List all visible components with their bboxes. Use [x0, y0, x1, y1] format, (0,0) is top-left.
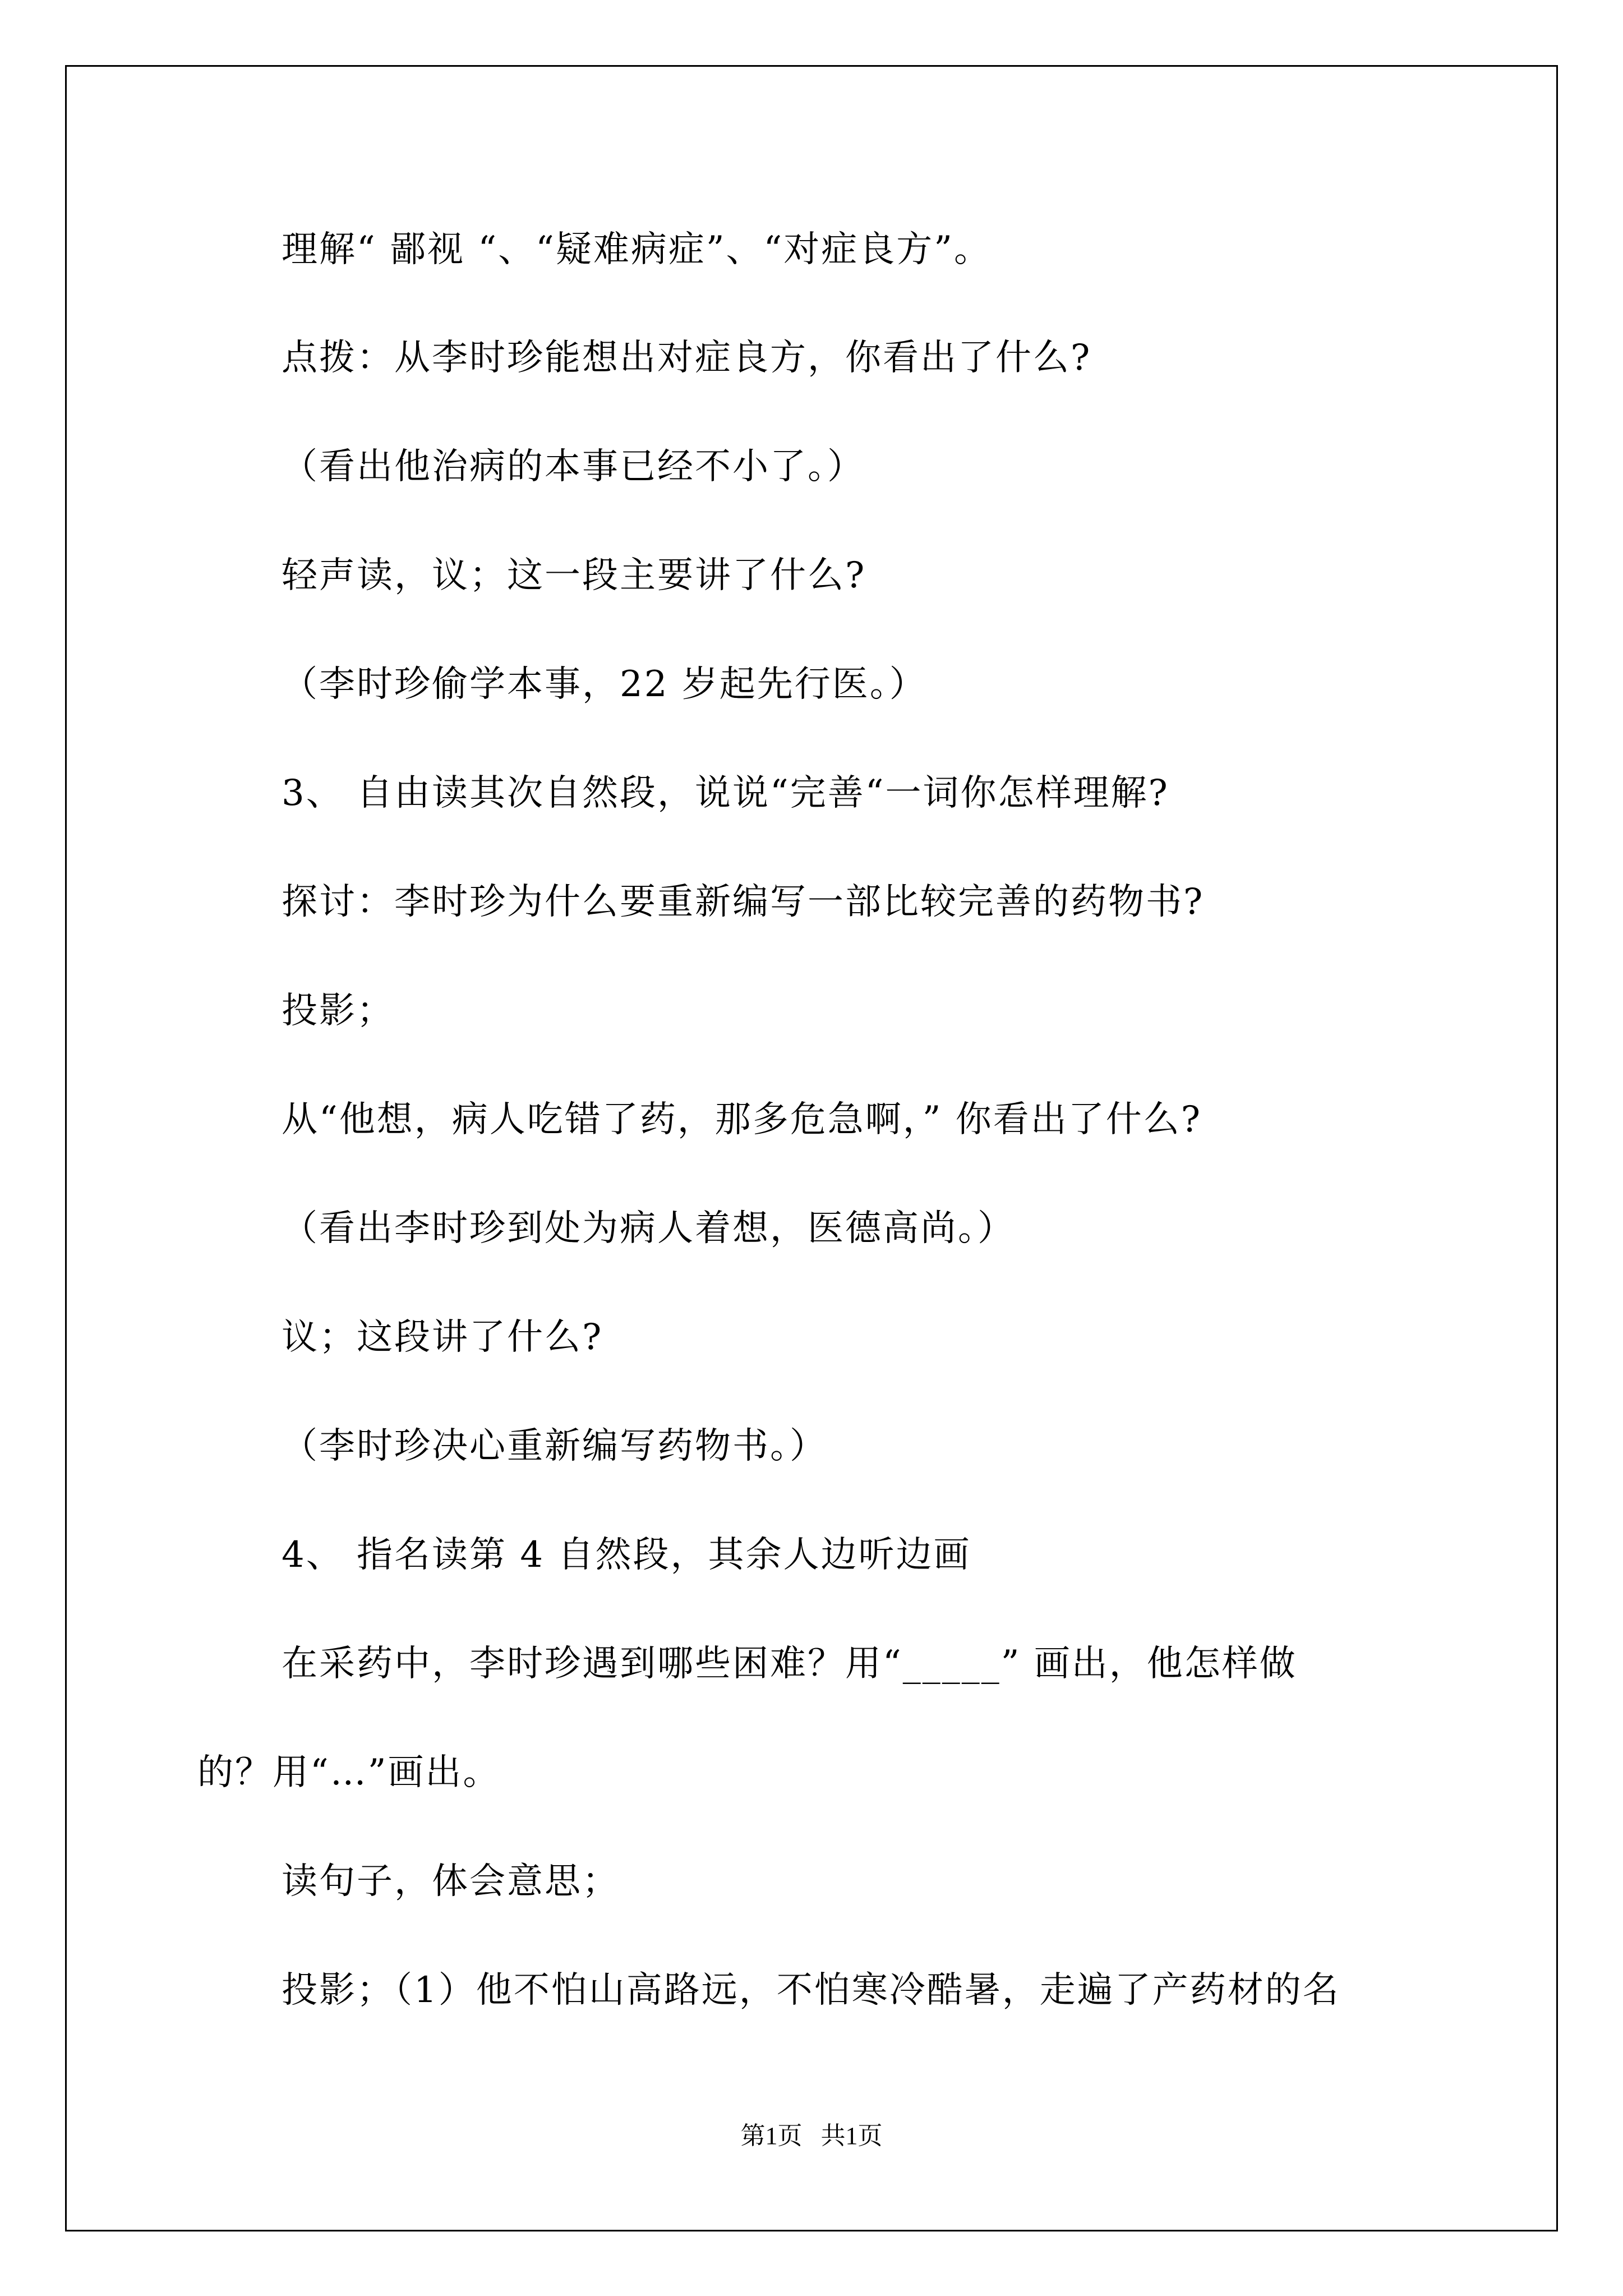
text-line-14: 在采药中，李时珍遇到哪些困难？用“_____” 画出，他怎样做 — [282, 1643, 1297, 1685]
text-line-10: （看出李时珍到处为病人着想，医德高尚。） — [282, 1208, 1015, 1249]
text-line-11: 议；这段讲了什么? — [282, 1317, 603, 1358]
text-line-1: 理解“ 鄙视 “、“疑难病症”、“对症良方”。 — [282, 229, 992, 270]
text-line-15: 的？用“…”画出。 — [197, 1752, 501, 1793]
text-line-4: 轻声读，议；这一段主要讲了什么? — [282, 555, 866, 596]
text-line-6: 3、 自由读其次自然段，说说“完善“一词你怎样理解? — [282, 772, 1169, 814]
text-line-16: 读句子，体会意思； — [282, 1861, 620, 1902]
text-line-3: （看出他治病的本事已经不小了。） — [282, 446, 865, 487]
page-footer: 第1页 共1页 — [740, 2122, 883, 2150]
text-line-2: 点拨：从李时珍能想出对症良方，你看出了什么? — [282, 337, 1092, 379]
text-line-12: （李时珍决心重新编写药物书。） — [282, 1425, 827, 1467]
text-line-13: 4、 指名读第 4 自然段，其余人边听边画 — [282, 1534, 971, 1576]
text-line-8: 投影； — [282, 990, 394, 1032]
text-line-7: 探讨：李时珍为什么要重新编写一部比较完善的药物书? — [282, 881, 1205, 923]
text-line-5: （李时珍偷学本事，22 岁起先行医。） — [282, 664, 927, 705]
text-line-17: 投影；（1）他不怕山高路远，不怕寒冷酷暑，走遍了产药材的名 — [282, 1970, 1340, 2011]
text-line-9: 从“他想，病人吃错了药，那多危急啊，” 你看出了什么? — [282, 1099, 1202, 1140]
page-border — [65, 65, 1558, 2231]
